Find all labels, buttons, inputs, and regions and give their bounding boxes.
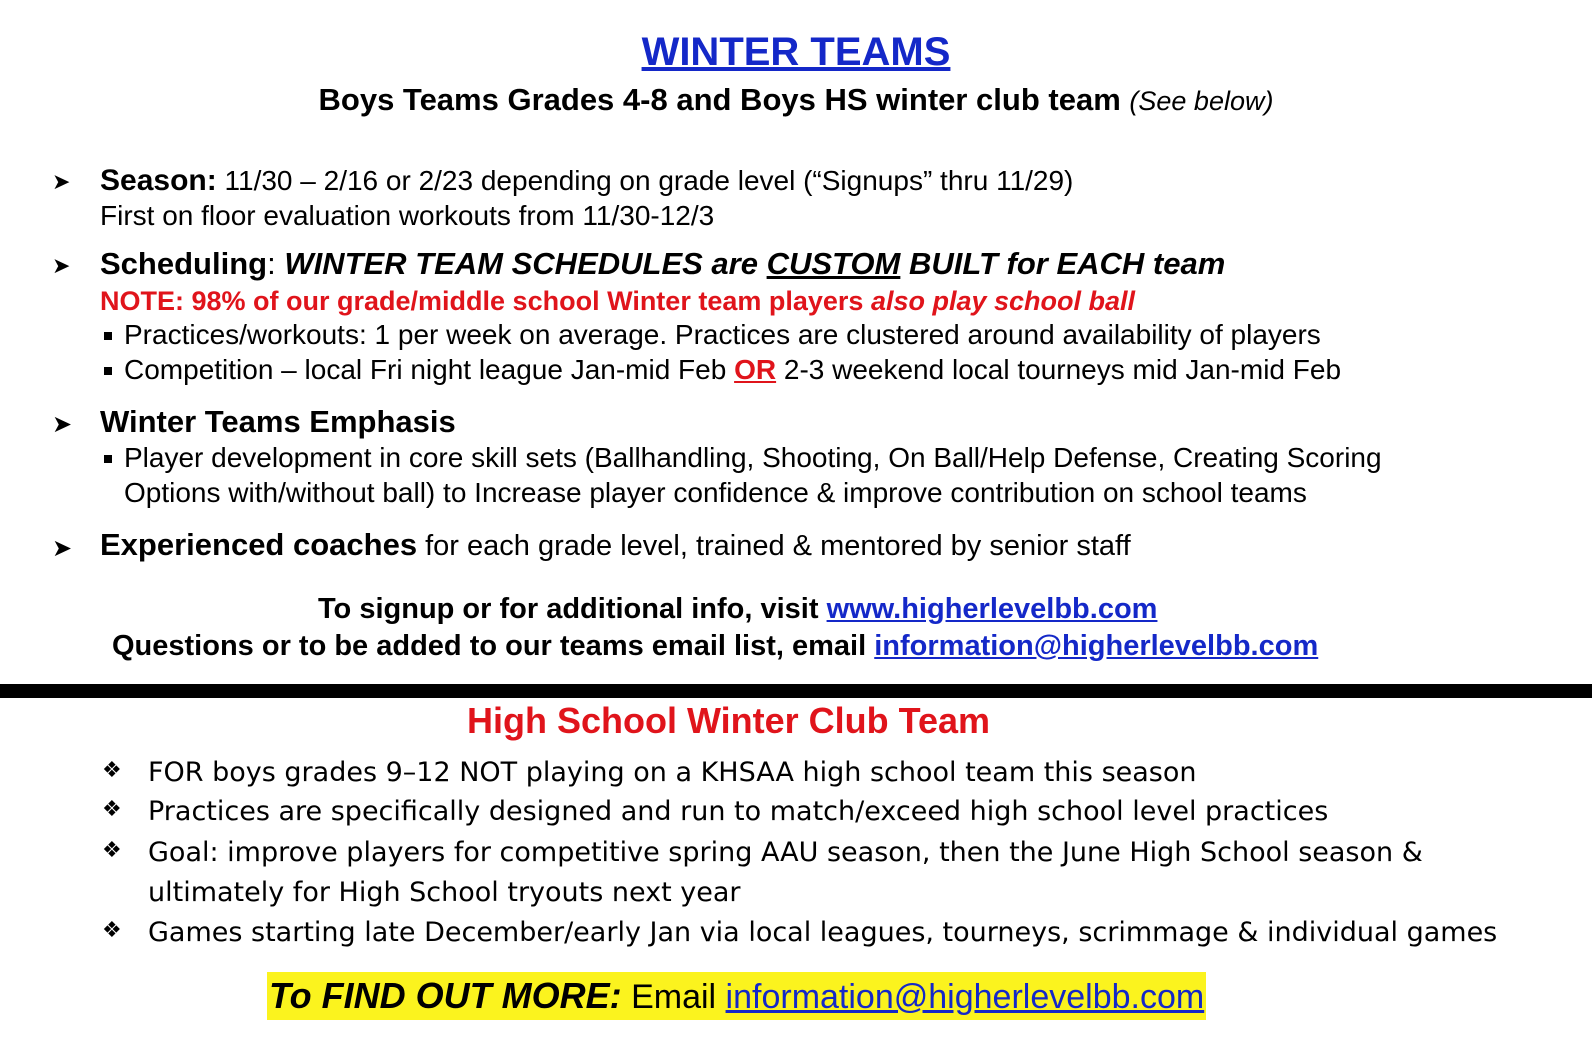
season-label: Season: [100, 164, 217, 197]
questions-line [112, 628, 1318, 664]
arrowhead-bullet-icon: ➤ [52, 254, 71, 279]
coaches-text: for each grade level, trained & mentored by senior staff [417, 530, 1131, 562]
scheduling-label: Scheduling [100, 246, 268, 281]
scheduling-colon: : [267, 246, 285, 281]
four-diamond-bullet-icon: ❖ [102, 918, 122, 943]
competition-post: 2-3 weekend local tourneys mid Jan-mid Feb [776, 354, 1342, 385]
square-bullet-icon [104, 455, 112, 463]
emphasis-bullet-line-1: Player development in core skill sets (Ballhandling, Shooting, On Ball/Help Defense, Creating Scoring [124, 442, 1382, 473]
page-title [0, 28, 1592, 76]
subtitle-note: (See below) [1129, 86, 1274, 116]
scheduling-custom: CUSTOM [766, 246, 901, 281]
note-italic: also play school ball [870, 286, 1136, 316]
coaches-line [100, 527, 1131, 564]
season-line [100, 164, 1073, 198]
practices-bullet: Practices/workouts: 1 per week on average. Practices are clustered around availability of players [124, 319, 1321, 350]
four-diamond-bullet-icon: ❖ [102, 797, 122, 822]
hs-club-item: Practices are specifically designed and run to match/exceed high school level practices [148, 796, 1329, 827]
arrowhead-bullet-icon: ➤ [52, 410, 73, 438]
scheduling-note [100, 285, 1135, 317]
footer-email-label: Email [621, 978, 726, 1016]
signup-text: To signup or for additional info, visit [318, 593, 827, 625]
emphasis-bullet-line-2: Options with/without ball) to Increase player confidence & improve contribution on school teams [124, 477, 1307, 508]
page-title-text: WINTER TEAMS [641, 30, 951, 74]
hs-club-item: Games starting late December/early Jan via local leagues, tourneys, scrimmage & individual games [148, 917, 1498, 948]
footer-email-link[interactable]: information@higherlevelbb.com [725, 978, 1205, 1016]
four-diamond-bullet-icon: ❖ [102, 838, 122, 863]
square-bullet-icon [104, 367, 112, 375]
hs-club-item: Goal: improve players for competitive spring AAU season, then the June High School season & [148, 837, 1423, 868]
hs-club-title: High School Winter Club Team [467, 700, 991, 741]
arrowhead-bullet-icon: ➤ [52, 534, 73, 562]
subtitle-text: Boys Teams Grades 4-8 and Boys HS winter club team [318, 82, 1121, 117]
competition-bullet [124, 353, 1341, 387]
competition-or: OR [734, 354, 777, 385]
competition-pre: Competition – local Fri night league Jan-mid Feb [124, 354, 735, 385]
note-prefix: NOTE: 98% of our grade/middle school Winter team players [100, 286, 871, 316]
scheduling-part1: WINTER TEAM SCHEDULES are [284, 246, 767, 281]
four-diamond-bullet-icon: ❖ [102, 758, 122, 783]
arrowhead-bullet-icon: ➤ [52, 170, 71, 195]
email-link[interactable]: information@higherlevelbb.com [874, 630, 1319, 662]
scheduling-line [100, 246, 1225, 282]
coaches-label: Experienced coaches [100, 527, 418, 562]
find-out-more-banner [267, 972, 1206, 1020]
hs-club-item-continued: ultimately for High School tryouts next year [148, 877, 741, 908]
questions-text: Questions or to be added to our teams email list, email [112, 630, 875, 662]
scheduling-part2: BUILT for EACH team [900, 246, 1226, 281]
emphasis-label: Winter Teams Emphasis [100, 404, 456, 439]
website-link[interactable]: www.higherlevelbb.com [826, 593, 1158, 625]
section-divider [0, 684, 1592, 698]
signup-line [318, 591, 1157, 627]
page-subtitle [0, 80, 1592, 121]
square-bullet-icon [104, 332, 112, 340]
find-out-more-label: To FIND OUT MORE: [269, 975, 622, 1016]
season-line-2: First on floor evaluation workouts from 11/30-12/3 [100, 200, 715, 231]
season-text: 11/30 – 2/16 or 2/23 depending on grade level (“Signups” thru 11/29) [216, 165, 1074, 196]
hs-club-item: FOR boys grades 9–12 NOT playing on a KHSAA high school team this season [148, 757, 1197, 788]
